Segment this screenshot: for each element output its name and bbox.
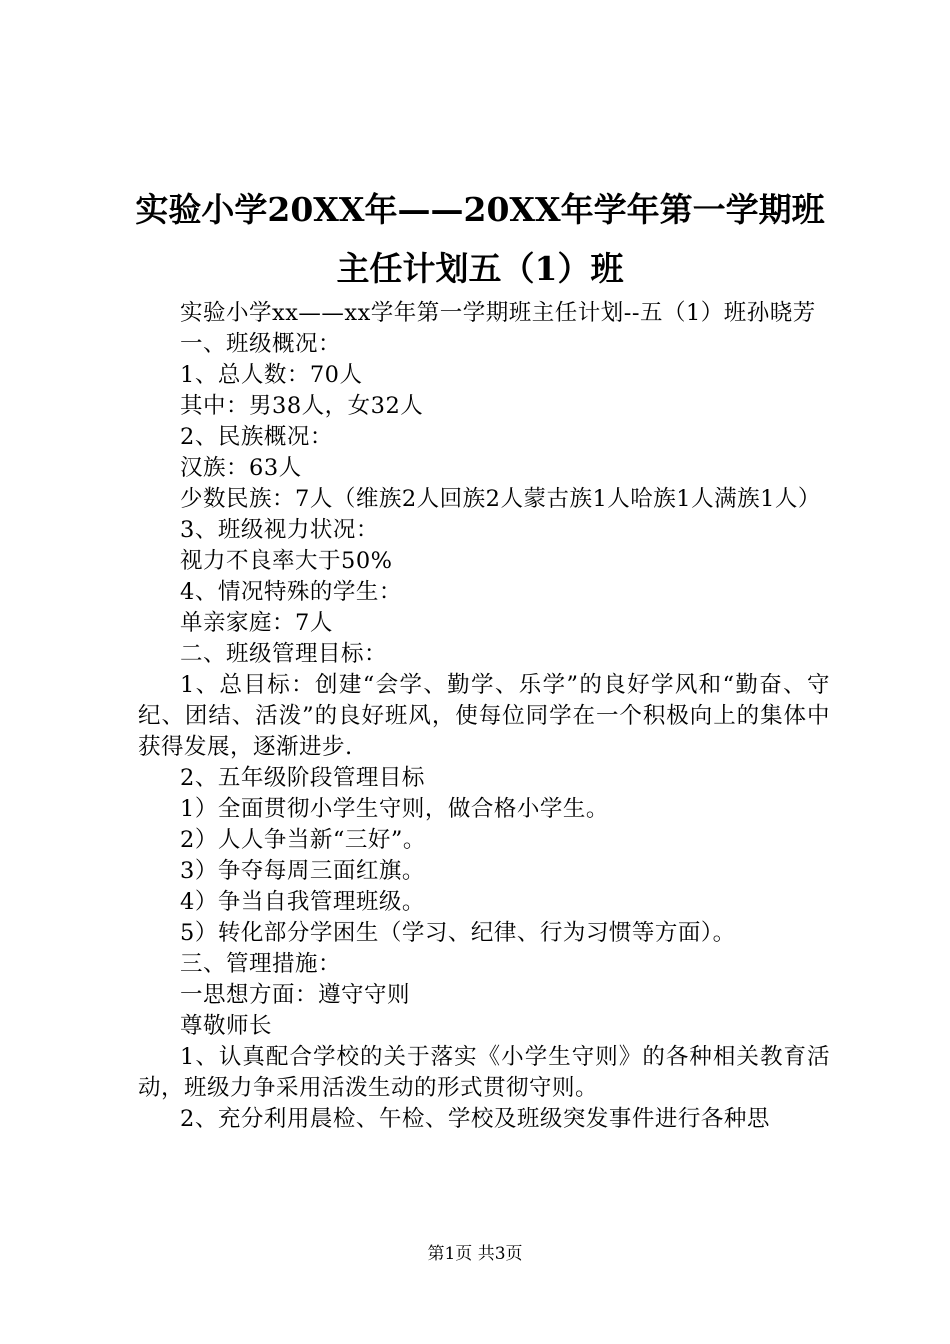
paragraph: 1、认真配合学校的关于落实《小学生守则》的各种相关教育活动，班级力争采用活泼生动的形式贯彻守则。 bbox=[138, 1044, 830, 1101]
paragraph: 尊敬师长 bbox=[180, 1013, 273, 1039]
paragraph: 2、五年级阶段管理目标 bbox=[180, 765, 425, 791]
paragraph: 一思想方面：遵守守则 bbox=[180, 982, 411, 1008]
document-body bbox=[138, 298, 830, 1135]
paragraph: 视力不良率大于50% bbox=[180, 548, 393, 574]
paragraph: 1、总目标：创建“会学、勤学、乐学”的良好学风和“勤奋、守纪、团结、活泼”的良好班风，使每位同学在一个积极向上的集体中获得发展，逐渐进步. bbox=[138, 672, 830, 760]
paragraph: 4）争当自我管理班级。 bbox=[180, 889, 425, 915]
paragraph: 其中：男38人，女32人 bbox=[180, 393, 424, 419]
paragraph: 5）转化部分学困生（学习、纪律、行为习惯等方面）。 bbox=[180, 920, 736, 946]
paragraph: 3、班级视力状况： bbox=[180, 517, 379, 543]
paragraph: 实验小学xx——xx学年第一学期班主任计划--五（1）班孙晓芳 bbox=[180, 300, 816, 326]
page-footer: 第1页 共3页 bbox=[427, 1244, 523, 1264]
paragraph: 2、充分利用晨检、午检、学校及班级突发事件进行各种思 bbox=[180, 1106, 770, 1132]
document-title-line-1: 实验小学20XX年——20XX年学年第一学期班 bbox=[135, 190, 825, 229]
paragraph: 1、总人数：70人 bbox=[180, 362, 363, 388]
paragraph: 1）全面贯彻小学生守则，做合格小学生。 bbox=[180, 796, 609, 822]
paragraph: 4、情况特殊的学生： bbox=[180, 579, 402, 605]
paragraph: 3）争夺每周三面红旗。 bbox=[180, 858, 425, 884]
paragraph: 2）人人争当新“三好”。 bbox=[180, 827, 426, 853]
paragraph: 一、班级概况： bbox=[180, 331, 342, 357]
paragraph: 少数民族：7人（维族2人回族2人蒙古族1人哈族1人满族1人） bbox=[180, 486, 821, 512]
paragraph: 2、民族概况： bbox=[180, 424, 333, 450]
paragraph: 汉族：63人 bbox=[180, 455, 302, 481]
paragraph: 三、管理措施： bbox=[180, 951, 342, 977]
document-title-line-2: 主任计划五（1）班 bbox=[336, 249, 624, 288]
paragraph: 单亲家庭：7人 bbox=[180, 610, 333, 636]
paragraph: 二、班级管理目标： bbox=[180, 641, 388, 667]
